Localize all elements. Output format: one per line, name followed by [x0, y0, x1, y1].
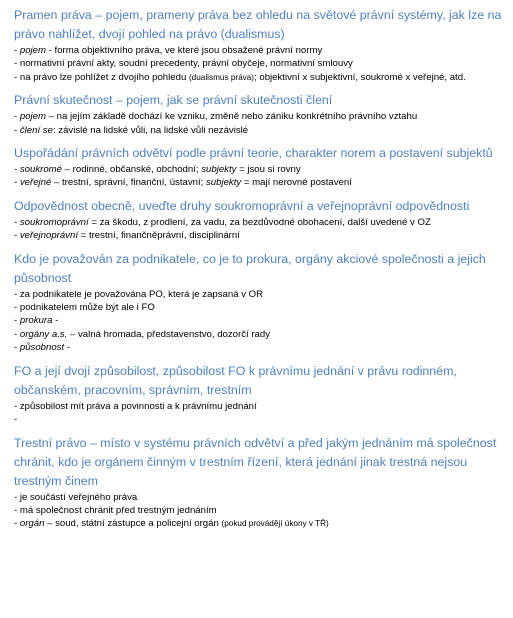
section-heading: Kdo je považován za podnikatele, co je to prokura, orgány akciové společnosti a jejich působnost [14, 251, 486, 285]
document-page [14, 6, 506, 538]
line-text: normativní právní akty, soudní precedenty, právní obyčeje, normativní smlouvy [19, 58, 353, 70]
line-text: – trestní, správní, finanční, ústavní; [51, 177, 206, 189]
bullet-line [14, 176, 506, 189]
section-heading: Právní skutečnost – pojem, jak se právní skutečnosti člení [14, 93, 333, 108]
italic-term: soukromé [19, 164, 62, 176]
italic-term: soukromoprávní [19, 216, 89, 228]
bullet-dash: - [14, 58, 20, 70]
section-heading: Pramen práva – pojem, prameny práva bez ohledu na světové právní systémy, jak lze na právo nahlížet, dvojí pohled na právo (dualismus) [14, 8, 502, 41]
bullet-dash: - [14, 111, 20, 123]
line-text: – valná hromada, představenstvo, dozorčí rady [67, 328, 270, 340]
italic-term: orgány a.s. [19, 328, 68, 340]
bullet-dash: - [14, 216, 20, 228]
italic-term: pojem [19, 111, 47, 123]
line-text: = za škodu, z prodlení, za vadu, za bezdůvodné obohacení, další uvedené v OZ [88, 216, 431, 228]
bullet-dash: - [14, 124, 20, 136]
section [14, 144, 506, 190]
bullet-dash: - [14, 518, 20, 530]
bullet-dash: - [14, 400, 20, 412]
bullet-dash: - [14, 504, 20, 516]
bullet-line [14, 216, 506, 229]
italic-term: pojem [19, 45, 47, 56]
bullet-dash: - [14, 315, 20, 327]
line-text: : závislé na lidské vůli, na lidské vůli nezávislé [52, 124, 249, 136]
line-text: za podnikatele je považována PO, která je zapsaná v OR [19, 288, 264, 300]
bullet-line [14, 517, 506, 530]
bullet-line [14, 124, 506, 137]
line-text: způsobilost mít práva a povinnosti a k právnímu jednání [19, 400, 257, 412]
line-text: - [52, 315, 59, 327]
bullet-line [14, 413, 506, 426]
bullet-line [14, 314, 506, 327]
bullet-line [14, 163, 506, 176]
line-text: na právo lze pohlížet z dvojího pohledu [19, 71, 189, 83]
italic-term: veřejnoprávní [19, 230, 79, 242]
italic-term: člení se [19, 124, 53, 136]
italic-term: veřejné [19, 177, 52, 189]
italic-term: prokura [19, 315, 53, 327]
line-text: – na jejím základě dochází ke vzniku, změně nebo zániku konkrétního právního vztahu [46, 111, 418, 123]
line-text: = mají nerovné postavení [241, 177, 352, 189]
bullet-line [14, 229, 506, 242]
bullet-dash: - [14, 71, 20, 83]
bullet-line [14, 400, 506, 413]
section [14, 91, 506, 137]
line-text: je součástí veřejného práva [19, 491, 138, 503]
line-text: má společnost chránit před trestným jednáním [19, 504, 217, 516]
bullet-line [14, 328, 506, 341]
bullet-dash: - [14, 177, 20, 189]
small-note: (pokud provádějí úkony v TŘ) [221, 519, 329, 529]
bullet-dash: - [14, 302, 20, 314]
section [14, 362, 506, 427]
section [14, 250, 506, 355]
section [14, 197, 506, 243]
line-text: podnikatelem může být ale i FO [19, 302, 155, 314]
section-heading: Odpovědnost obecně, uveďte druhy soukromoprávní a veřejnoprávní odpovědnosti [14, 198, 470, 213]
section [14, 6, 506, 84]
bullet-dash: - [14, 491, 20, 503]
bullet-line [14, 71, 506, 84]
small-note: (dualismus práva) [188, 72, 255, 82]
line-text: - [64, 342, 71, 354]
bullet-line [14, 491, 506, 504]
bullet-line [14, 301, 506, 314]
bullet-line [14, 288, 506, 301]
line-text: = jsou si rovny [236, 164, 301, 176]
section [14, 434, 506, 531]
bullet-line [14, 44, 506, 57]
section-heading: Uspořádání právních odvětví podle právní teorie, charakter norem a postavení subjektů [14, 146, 493, 161]
bullet-line [14, 341, 506, 354]
line-text: = trestní, finančněprávní, disciplinární [78, 230, 240, 242]
line-text: ; objektivní x subjektivní, soukromé x veřejné, atd. [254, 71, 466, 83]
line-text: – rodinné, občanské, obchodní; [62, 164, 202, 176]
italic-term: subjekty [206, 177, 242, 189]
section-heading: Trestní právo – místo v systému právních odvětví a před jakým jednáním má společnost chránit, kdo je orgánem činným v trestním řízení, která jednání jinak trestná nejsou trestným činem [14, 435, 497, 488]
bullet-dash: - [14, 328, 20, 340]
bullet-dash: - [14, 288, 20, 300]
bullet-line [14, 504, 506, 517]
italic-term: orgán [19, 518, 45, 530]
bullet-dash: - [14, 164, 20, 176]
line-text: – soud, státní zástupce a policejní orgán [44, 518, 222, 530]
bullet-dash: - [14, 342, 20, 354]
bullet-dash: - [14, 414, 18, 426]
bullet-line [14, 57, 506, 70]
bullet-dash: - [14, 45, 20, 56]
italic-term: působnost [19, 342, 65, 354]
bullet-dash: - [14, 230, 20, 242]
bullet-line [14, 110, 506, 123]
italic-term: subjekty [201, 164, 237, 176]
section-heading: FO a její dvojí způsobilost, způsobilost FO k právnímu jednání v právu rodinném, občanském, pracovním, správním, trestním [14, 363, 457, 397]
line-text: - forma objektivního práva, ve které jsou obsažené právní normy [46, 45, 323, 56]
